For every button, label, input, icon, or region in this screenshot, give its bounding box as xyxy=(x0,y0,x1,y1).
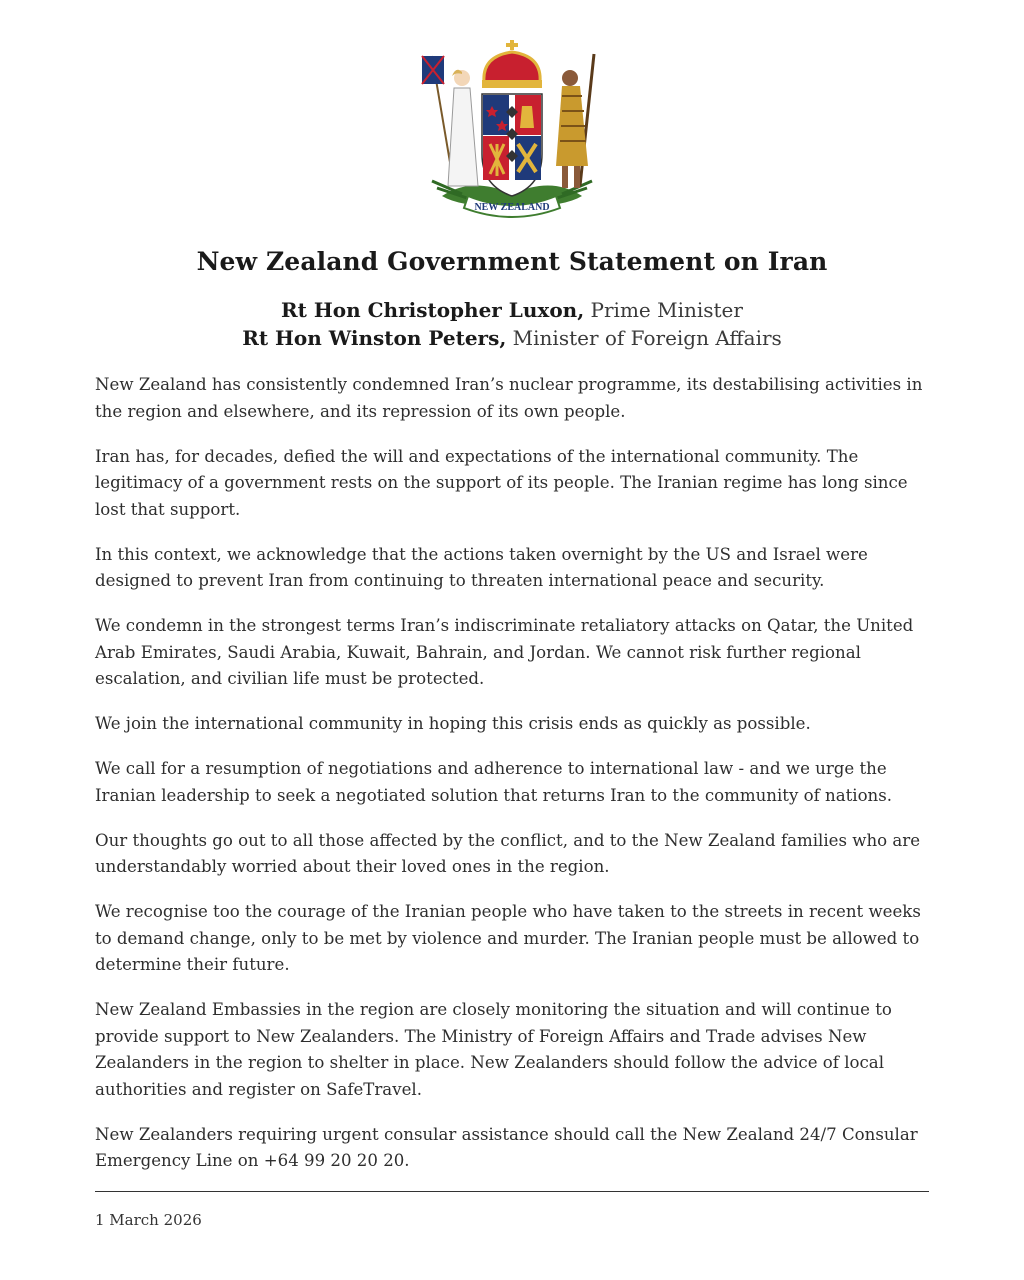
paragraph: We join the international community in hoping this crisis ends as quickly as possible. xyxy=(95,714,811,733)
minister-role: Prime Minister xyxy=(590,298,743,322)
paragraph: Our thoughts go out to all those affected by the conflict, and to the New Zealand families who are understandably worried about their loved ones in the region. xyxy=(95,830,921,876)
statement-body xyxy=(95,372,935,1193)
ministers-block xyxy=(0,296,1024,352)
statement-date: 1 March 2026 xyxy=(95,1211,202,1229)
paragraph: We call for a resumption of negotiations and adherence to international law - and we urge the Iranian leadership to seek a negotiated solution that returns Iran to the community of nations. xyxy=(95,759,893,805)
paragraph: New Zealanders requiring urgent consular assistance should call the New Zealand 24/7 Consular Emergency Line on +64 99 20 20 20. xyxy=(95,1124,918,1170)
paragraph: New Zealand Embassies in the region are closely monitoring the situation and will continue to provide support to New Zealanders. The Ministry of Foreign Affairs and Trade advises New Zealanders in the region to shelter in place. New Zealanders should follow the advice of local authorities and register on SafeTravel. xyxy=(95,1000,892,1099)
crest-banner-text: NEW ZEALAND xyxy=(474,202,550,213)
minister-role: Minister of Foreign Affairs xyxy=(512,326,782,350)
paragraph: We recognise too the courage of the Iranian people who have taken to the streets in recent weeks to demand change, only to be met by violence and murder. The Iranian people must be allowed to determine their future. xyxy=(95,902,921,974)
paragraph: We condemn in the strongest terms Iran’s indiscriminate retaliatory attacks on Qatar, the United Arab Emirates, Saudi Arabia, Kuwait, Bahrain, and Jordan. We cannot risk further regional escalation, and civilian life must be protected. xyxy=(95,616,914,688)
statement-title: New Zealand Government Statement on Iran xyxy=(196,247,828,276)
paragraph: New Zealand has consistently condemned Iran’s nuclear programme, its destabilising activities in the region and elsewhere, and its repression of its own people. xyxy=(95,375,923,421)
paragraph: Iran has, for decades, defied the will and expectations of the international community. The legitimacy of a government rests on the support of its people. The Iranian regime has long since lost that support. xyxy=(95,446,908,519)
minister-name: Rt Hon Winston Peters xyxy=(242,326,500,350)
footer-divider xyxy=(95,1191,929,1192)
minister-line: Rt Hon Winston Peters, Minister of Foreign Affairs xyxy=(242,326,782,350)
minister-line: Rt Hon Christopher Luxon, Prime Minister xyxy=(281,298,743,322)
zealandia-figure xyxy=(422,56,478,186)
nz-coat-of-arms-icon xyxy=(412,36,612,228)
minister-name: Rt Hon Christopher Luxon xyxy=(281,298,578,322)
maori-warrior-figure xyxy=(556,54,594,188)
crown xyxy=(482,40,542,88)
paragraph: In this context, we acknowledge that the actions taken overnight by the US and Israel were designed to prevent Iran from continuing to threaten international peace and security. xyxy=(95,544,868,590)
shield xyxy=(482,94,542,196)
